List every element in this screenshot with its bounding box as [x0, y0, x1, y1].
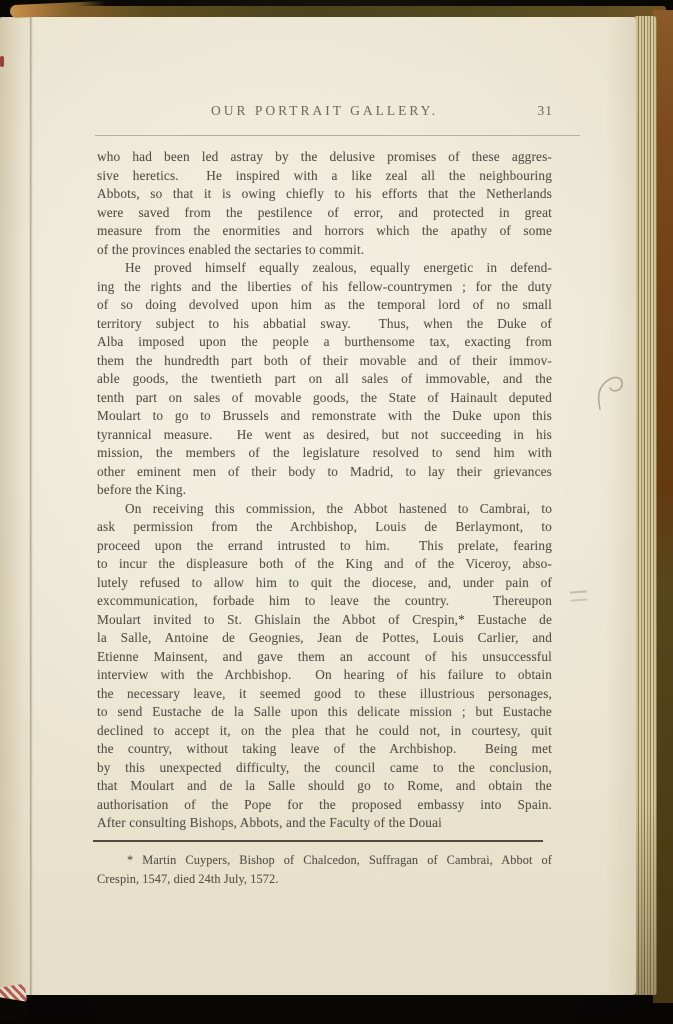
footnote-rule	[93, 840, 543, 842]
text-line: proceed upon the errand intrusted to him. This prelate, fearing	[97, 537, 552, 553]
text-line: lutely refused to allow him to quit the diocese, and, under pain of	[97, 574, 552, 590]
text-line: ing the rights and the liberties of his fellow-countrymen ; for the duty	[97, 278, 552, 294]
text-line: tenth part on sales of movable goods, the State of Hainault deputed	[97, 389, 552, 405]
text-line: declined to accept it, on the plea that he could not, in courtesy, quit	[97, 722, 552, 738]
text-line: to incur the displeasure both of the King and of the Viceroy, abso-	[97, 556, 552, 571]
book-page	[0, 17, 636, 995]
page-content	[97, 102, 552, 889]
page-number: 31	[537, 103, 553, 118]
text-line: to send Eustache de la Salle upon this delicate mission ; but Eustache	[97, 704, 552, 719]
text-line: them the hundredth part both of their movable and of their immov-	[97, 352, 552, 368]
text-line: Etienne Mainsent, and gave them an account of his unsuccessful	[97, 648, 552, 664]
text-line: excommunication, forbade him to leave the country. Thereupon	[97, 593, 552, 608]
paragraph	[97, 148, 552, 259]
text-line: Moulart invited to St. Ghislain the Abbot of Crespin,* Eustache de	[97, 611, 552, 627]
text-line: of the provinces enabled the sectaries to commit.	[97, 241, 365, 257]
text-line: Abbots, so that it is owing chiefly to his efforts that the Netherlands	[97, 186, 552, 201]
gutter-crease	[29, 17, 33, 995]
margin-pencil-mark	[570, 590, 587, 593]
fore-edge-page-stack	[633, 16, 657, 995]
text-line: that Moulart and de la Salle should go to Rome, and obtain the	[97, 778, 552, 793]
text-line: able goods, the twentieth part on all sales of immovable, and the	[97, 371, 552, 386]
text-line: who had been led astray by the delusive promises of these aggres-	[97, 149, 552, 164]
footnote-line: Crespin, 1547, died 24th July, 1572.	[97, 871, 279, 886]
text-line: tyrannical measure. He went as desired, but not succeeding in his	[97, 426, 552, 442]
bottom-left-shadow	[0, 996, 28, 1023]
body-text	[97, 148, 552, 833]
text-line: On receiving this commission, the Abbot hastened to Cambrai, to	[125, 500, 552, 516]
pencil-mark	[595, 365, 629, 413]
text-line: measure from the enormities and horrors which the apathy of some	[97, 223, 552, 238]
text-line: were saved from the pestilence of error, and protected in great	[97, 204, 552, 220]
text-line: the country, without taking leave of the Archbishop. Being met	[97, 741, 552, 756]
text-line: sive heretics. He inspired with a like zeal all the neighbouring	[97, 167, 552, 183]
text-line: ask permission from the Archbishop, Louis de Berlaymont, to	[97, 519, 552, 534]
running-header	[97, 102, 552, 120]
text-line: authorisation of the Pope for the proposed embassy into Spain.	[97, 796, 552, 812]
text-line: by this unexpected difficulty, the council came to the conclusion,	[97, 759, 552, 775]
text-line: la Salle, Antoine de Geognies, Jean de Pottes, Louis Carlier, and	[97, 630, 552, 645]
footnote-line: * Martin Cuypers, Bishop of Chalcedon, Suffragan of Cambrai, Abbot of	[127, 852, 552, 867]
paragraph	[97, 259, 552, 500]
text-line: other eminent men of their body to Madrid, to lay their grievances	[97, 463, 552, 479]
text-line: He proved himself equally zealous, equally energetic in defend-	[125, 260, 552, 275]
text-line: mission, the members of the legislature resolved to send him with	[97, 445, 552, 460]
page-title: OUR PORTRAIT GALLERY.	[210, 103, 439, 118]
text-line: interview with the Archbishop. On hearing of his failure to obtain	[97, 667, 552, 682]
text-line: of so doing devolved upon him as the temporal lord of no small	[97, 297, 552, 312]
text-line: territory subject to his abbatial sway. Thus, when the Duke of	[97, 315, 552, 331]
text-line: before the King.	[97, 482, 187, 497]
footnote	[97, 851, 552, 889]
text-line: the necessary leave, it seemed good to these illustrious personages,	[97, 685, 552, 701]
paragraph	[97, 500, 552, 833]
text-line: Alba imposed upon the people a burthensome tax, exacting from	[97, 334, 552, 349]
text-line: After consulting Bishops, Abbots, and the Faculty of the Douai	[97, 815, 443, 830]
red-speck	[0, 56, 4, 67]
header-rule	[95, 135, 580, 136]
text-line: Moulart to go to Brussels and remonstrate with the Duke upon this	[97, 408, 552, 423]
